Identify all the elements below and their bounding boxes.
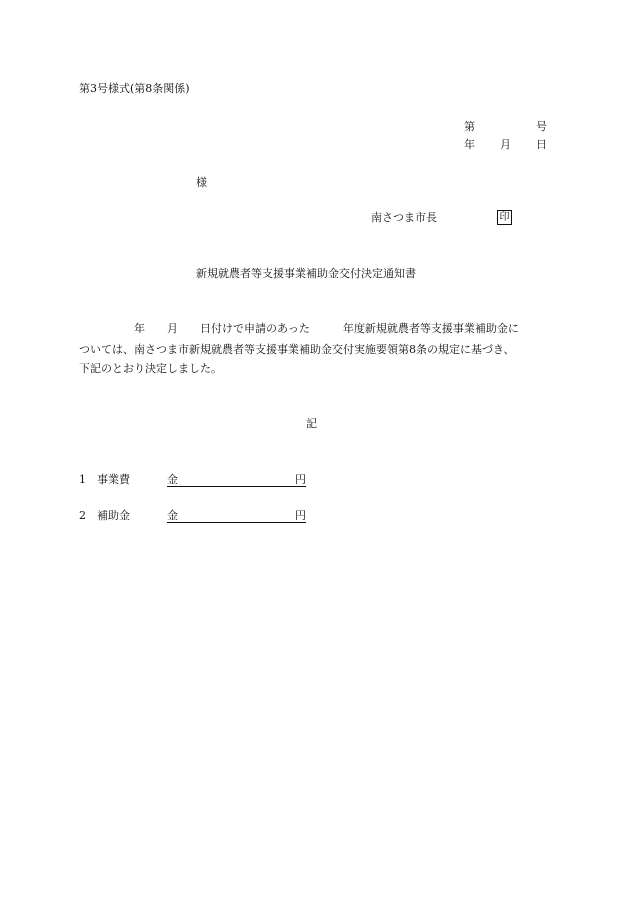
addressee-honorific: 様 xyxy=(196,176,207,189)
date-day: 日 xyxy=(536,138,547,151)
amount-unit: 円 xyxy=(295,473,306,486)
amount-field xyxy=(167,473,306,487)
document-title: 新規就農者等支援事業補助金交付決定通知書 xyxy=(196,267,416,280)
body-line-1: 年 月 日付けで申請のあった 年度新規就農者等支援事業補助金に xyxy=(79,322,519,335)
issuer-name: 南さつま市長 xyxy=(371,211,437,224)
amount-prefix: 金 xyxy=(167,473,178,486)
item-label: 事業費 xyxy=(97,473,130,486)
item-label: 補助金 xyxy=(97,509,130,522)
item-number: 1 xyxy=(79,473,86,486)
date-year: 年 xyxy=(464,138,475,151)
body-line-3: 下記のとおり決定しました。 xyxy=(79,362,222,375)
amount-field xyxy=(167,509,306,523)
seal-stamp: 印 xyxy=(497,210,512,225)
amount-unit: 円 xyxy=(295,509,306,522)
item-number: 2 xyxy=(79,509,86,522)
number-suffix: 号 xyxy=(536,120,547,133)
ki-heading: 記 xyxy=(306,417,317,430)
date-month: 月 xyxy=(500,138,511,151)
number-prefix: 第 xyxy=(464,120,475,133)
body-line-2: ついては、南さつま市新規就農者等支援事業補助金交付実施要領第8条の規定に基づき、 xyxy=(79,343,515,356)
form-number-label: 第3号様式(第8条関係) xyxy=(79,82,190,95)
amount-prefix: 金 xyxy=(167,509,178,522)
